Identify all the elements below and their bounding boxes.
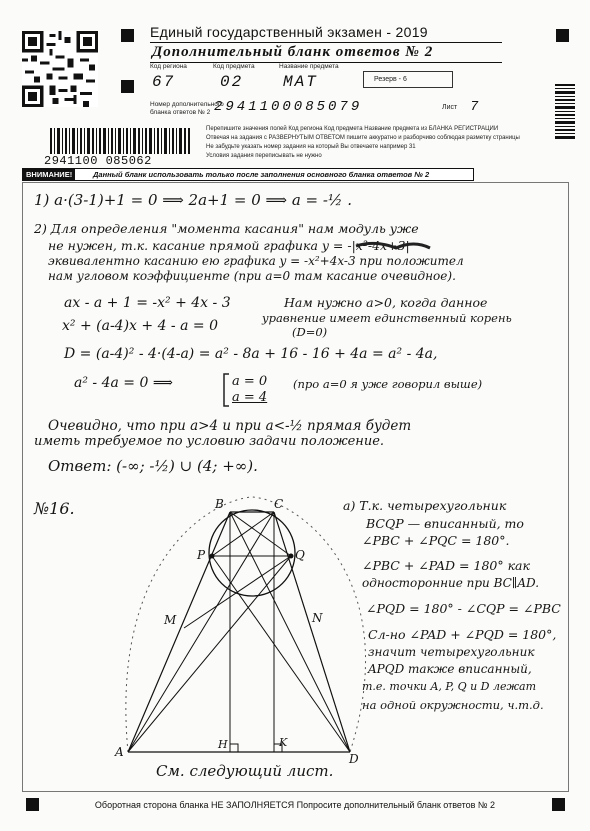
solution-step-2-line-2: не нужен, т.к. касание прямой графика y = -|x²-4x+3|: [48, 238, 410, 253]
subject-name-value: МАТ: [283, 73, 318, 91]
proof-line-6: ∠PQD = 180° - ∠CQP = ∠PBC: [366, 601, 561, 616]
proof-line-5: односторонние при BC∥AD.: [362, 576, 540, 590]
proof-line-3: ∠PBC + ∠PQC = 180°.: [362, 533, 510, 548]
next-sheet-note: См. следующий лист.: [156, 762, 334, 780]
point-label-a: A: [115, 745, 124, 759]
subject-name-label: Название предмета: [279, 63, 339, 70]
conclusion-line-1: Очевидно, что при a>4 и при a<-½ прямая будет: [48, 418, 412, 434]
equation-3: D = (a-4)² - 4·(4-a) = a² - 8a + 16 - 16 + 4a = a² - 4a,: [64, 346, 438, 362]
point-label-n: N: [312, 611, 323, 625]
point-label-b: B: [215, 497, 224, 511]
region-code-label: Код региона: [150, 63, 187, 70]
problem-16-number: №16.: [34, 499, 75, 518]
sheet-number-label-line1: Номер дополнительного: [150, 101, 224, 108]
equation-4: a² - 4a = 0 ⟹: [74, 375, 173, 391]
warning-text: Данный бланк использовать только после заполнения основного бланка ответов № 2: [93, 170, 430, 179]
sheet-label: Лист: [442, 104, 458, 111]
equation-1-note-3: (D=0): [292, 325, 328, 339]
sheet-number-value: 2941100085079: [214, 99, 363, 115]
point-label-h: H: [218, 738, 228, 751]
proof-line-9: APQD также вписанный,: [368, 662, 532, 676]
instruction-line-1: Перепишите значения полей Код региона Код предмета Название предмета из БЛАНКА РЕГИСТРАЦИИ: [206, 126, 499, 132]
proof-line-11: на одной окружности, ч.т.д.: [362, 698, 544, 712]
solution-step-2-line-1: 2) Для определения "момента касания" нам модуль уже: [34, 221, 419, 236]
equation-1-note-1: Нам нужно a>0, когда данное: [284, 295, 488, 310]
proof-line-7: Сл-но ∠PAD + ∠PQD = 180°,: [368, 627, 557, 642]
point-label-p: P: [197, 548, 206, 562]
equation-2: x² + (a-4)x + 4 - a = 0: [62, 318, 218, 334]
equation-4-note: (про a=0 я уже говорил выше): [293, 377, 483, 391]
subject-code-label: Код предмета: [213, 63, 255, 70]
point-label-c: C: [274, 497, 284, 511]
point-label-d: D: [349, 752, 359, 766]
instruction-line-4: Условия задания переписывать не нужно: [206, 153, 322, 159]
solution-step-2-line-4: нам угловом коэффициенте (при a=0 там касание очевидное).: [48, 269, 456, 283]
point-label-k: K: [279, 736, 288, 749]
equation-1: ax - a + 1 = -x² + 4x - 3: [64, 295, 231, 311]
equation-4-case-2: a = 4: [232, 390, 268, 405]
form-subtitle: Дополнительный бланк ответов № 2: [150, 42, 502, 63]
region-code-value: 67: [152, 73, 176, 91]
exam-title: Единый государственный экзамен - 2019: [150, 24, 428, 40]
barcode-digits: 2941100 085062: [44, 154, 152, 168]
instruction-line-3: Не забудьте указать номер задания на который Вы отвечаете например 31: [206, 144, 416, 150]
instruction-line-2: Отвечая на задания с РАЗВЕРНУТЫМ ОТВЕТОМ пишите аккуратно и разборчиво соблюдая разметку страницы: [206, 135, 520, 141]
sheet-value: 7: [470, 99, 481, 115]
point-label-q: Q: [295, 548, 305, 562]
equation-1-note-2: уравнение имеет единственный корень: [262, 311, 512, 325]
footer-note: Оборотная сторона бланка НЕ ЗАПОЛНЯЕТСЯ Попросите дополнительный бланк ответов № 2: [94, 800, 496, 810]
answer-line: Ответ: (-∞; -½) ∪ (4; +∞).: [48, 457, 258, 475]
proof-line-4: ∠PBC + ∠PAD = 180° как: [362, 558, 530, 573]
warning-badge: ВНИМАНИЕ!: [23, 169, 75, 180]
subject-code-value: 02: [220, 73, 244, 91]
proof-line-1: a) Т.к. четырехугольник: [343, 498, 507, 513]
solution-step-1: 1) a·(3-1)+1 = 0 ⟹ 2a+1 = 0 ⟹ a = -½ .: [34, 191, 353, 209]
proof-line-8: значит четырехугольник: [368, 645, 535, 659]
solution-step-2-line-3: эквивалентно касанию ею графика y = -x²+4x-3 при положител: [48, 254, 464, 268]
sheet-number-label-line2: бланка ответов № 2: [150, 109, 211, 116]
conclusion-line-2: иметь требуемое по условию задачи положение.: [34, 434, 385, 449]
reserve-label: Резерв - 6: [374, 76, 407, 83]
point-label-m: M: [164, 613, 177, 627]
equation-4-case-1: a = 0: [232, 374, 268, 389]
proof-line-2: BCQP — вписанный, то: [366, 516, 524, 531]
proof-line-10: т.е. точки A, P, Q и D лежат: [362, 680, 536, 693]
